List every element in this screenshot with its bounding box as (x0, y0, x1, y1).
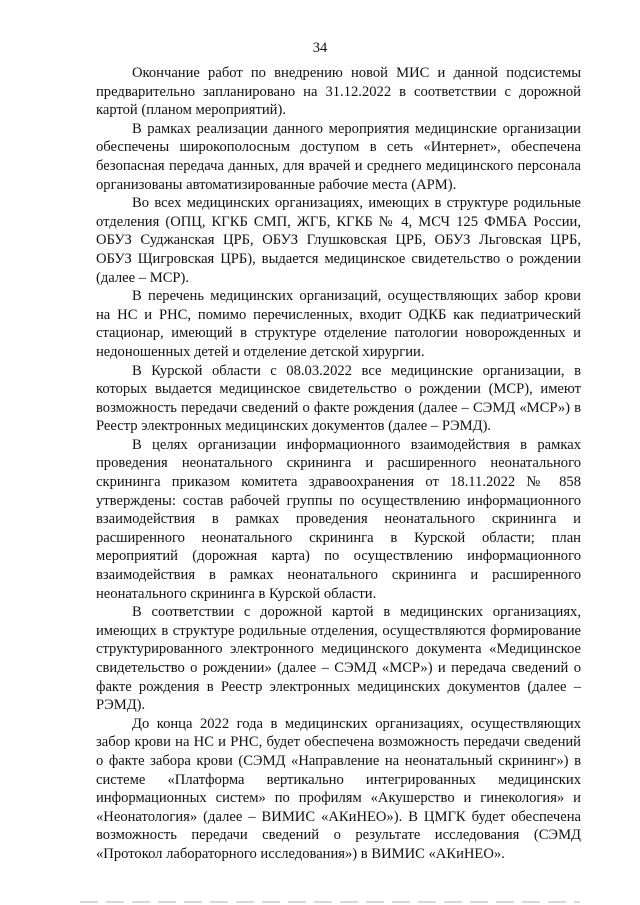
paragraph-2: В рамках реализации данного мероприятия медицинские организации обеспечены широкополосным доступом в сеть «Интернет», обеспечена безопасная передача данных, для врачей и среднего медицинского персонала организованы автоматизированные рабочие места (АРМ). (96, 120, 581, 193)
paragraph-1: Окончание работ по внедрению новой МИС и данной подсистемы предварительно запланировано на 31.12.2022 в соответствии с дорожной картой (планом мероприятий). (96, 65, 581, 119)
paragraph-6: В целях организации информационного взаимодействия в рамках проведения неонатального скрининга и расширенного неонатального скрининга приказом комитета здравоохранения от 18.11.2022 № 858 утверждены: состав рабочей группы по осуществлению информационного взаимодействия в рамках проведения неонатального скрининга и расширенного неонатального скрининга в Курской области; план мероприятий (дорожная карта) по осуществлению информационного взаимодействия в рамках неонатального скрининга и расширенного неонатального скрининга в Курской области. (96, 436, 581, 602)
paragraph-5: В Курской области с 08.03.2022 все медицинские организации, в которых выдается медицинское свидетельство о рождении (МСР), имеют возможность передачи сведений о факте рождения (далее – СЭМД «МСР») в Реестр электронных медицинских документов (далее – РЭМД). (96, 362, 581, 435)
paragraph-8: До конца 2022 года в медицинских организациях, осуществляющих забор крови на НС и РНС, будет обеспечена возможность передачи сведений о факте забора крови (СЭМД «Направление на неонатальный скрининг») в системе «Платформа вертикально интегрированных медицинских информационных систем» по профилям «Акушерство и гинекология» и «Неонатология» (далее – ВИМИС «АКиНЕО»). В ЦМГК будет обеспечена возможность передачи сведений о результате исследования (СЭМД «Протокол лабораторного исследования») в ВИМИС «АКиНЕО». (96, 715, 581, 862)
scan-bottom-edge (80, 901, 580, 903)
page-number: 34 (312, 40, 328, 56)
paragraph-4: В перечень медицинских организаций, осуществляющих забор крови на НС и РНС, помимо перечисленных, входит ОДКБ как педиатрический стационар, имеющий в структуре отделение патологии новорожденных и недоношенных детей и отделение детской хирургии. (96, 288, 581, 360)
paragraph-7: В соответствии с дорожной картой в медицинских организациях, имеющих в структуре родильные отделения, осуществляются формирование структурированного электронного медицинского документа «Медицинское свидетельство о рождении» (далее – СЭМД «МСР») и передача сведений о факте рождения в Реестр электронных медицинских документов (далее – РЭМД). (96, 604, 581, 714)
paragraph-3: Во всех медицинских организациях, имеющих в структуре родильные отделения (ОПЦ, КГКБ СМП, ЖГБ, КГКБ № 4, МСЧ 125 ФМБА России, ОБУЗ Суджанская ЦРБ, ОБУЗ Глушковская ЦРБ, ОБУЗ Льговская ЦРБ, ОБУЗ Щигровская ЦРБ), выдается медицинское свидетельство о рождении (далее – МСР). (96, 195, 581, 286)
document-body (96, 64, 581, 864)
